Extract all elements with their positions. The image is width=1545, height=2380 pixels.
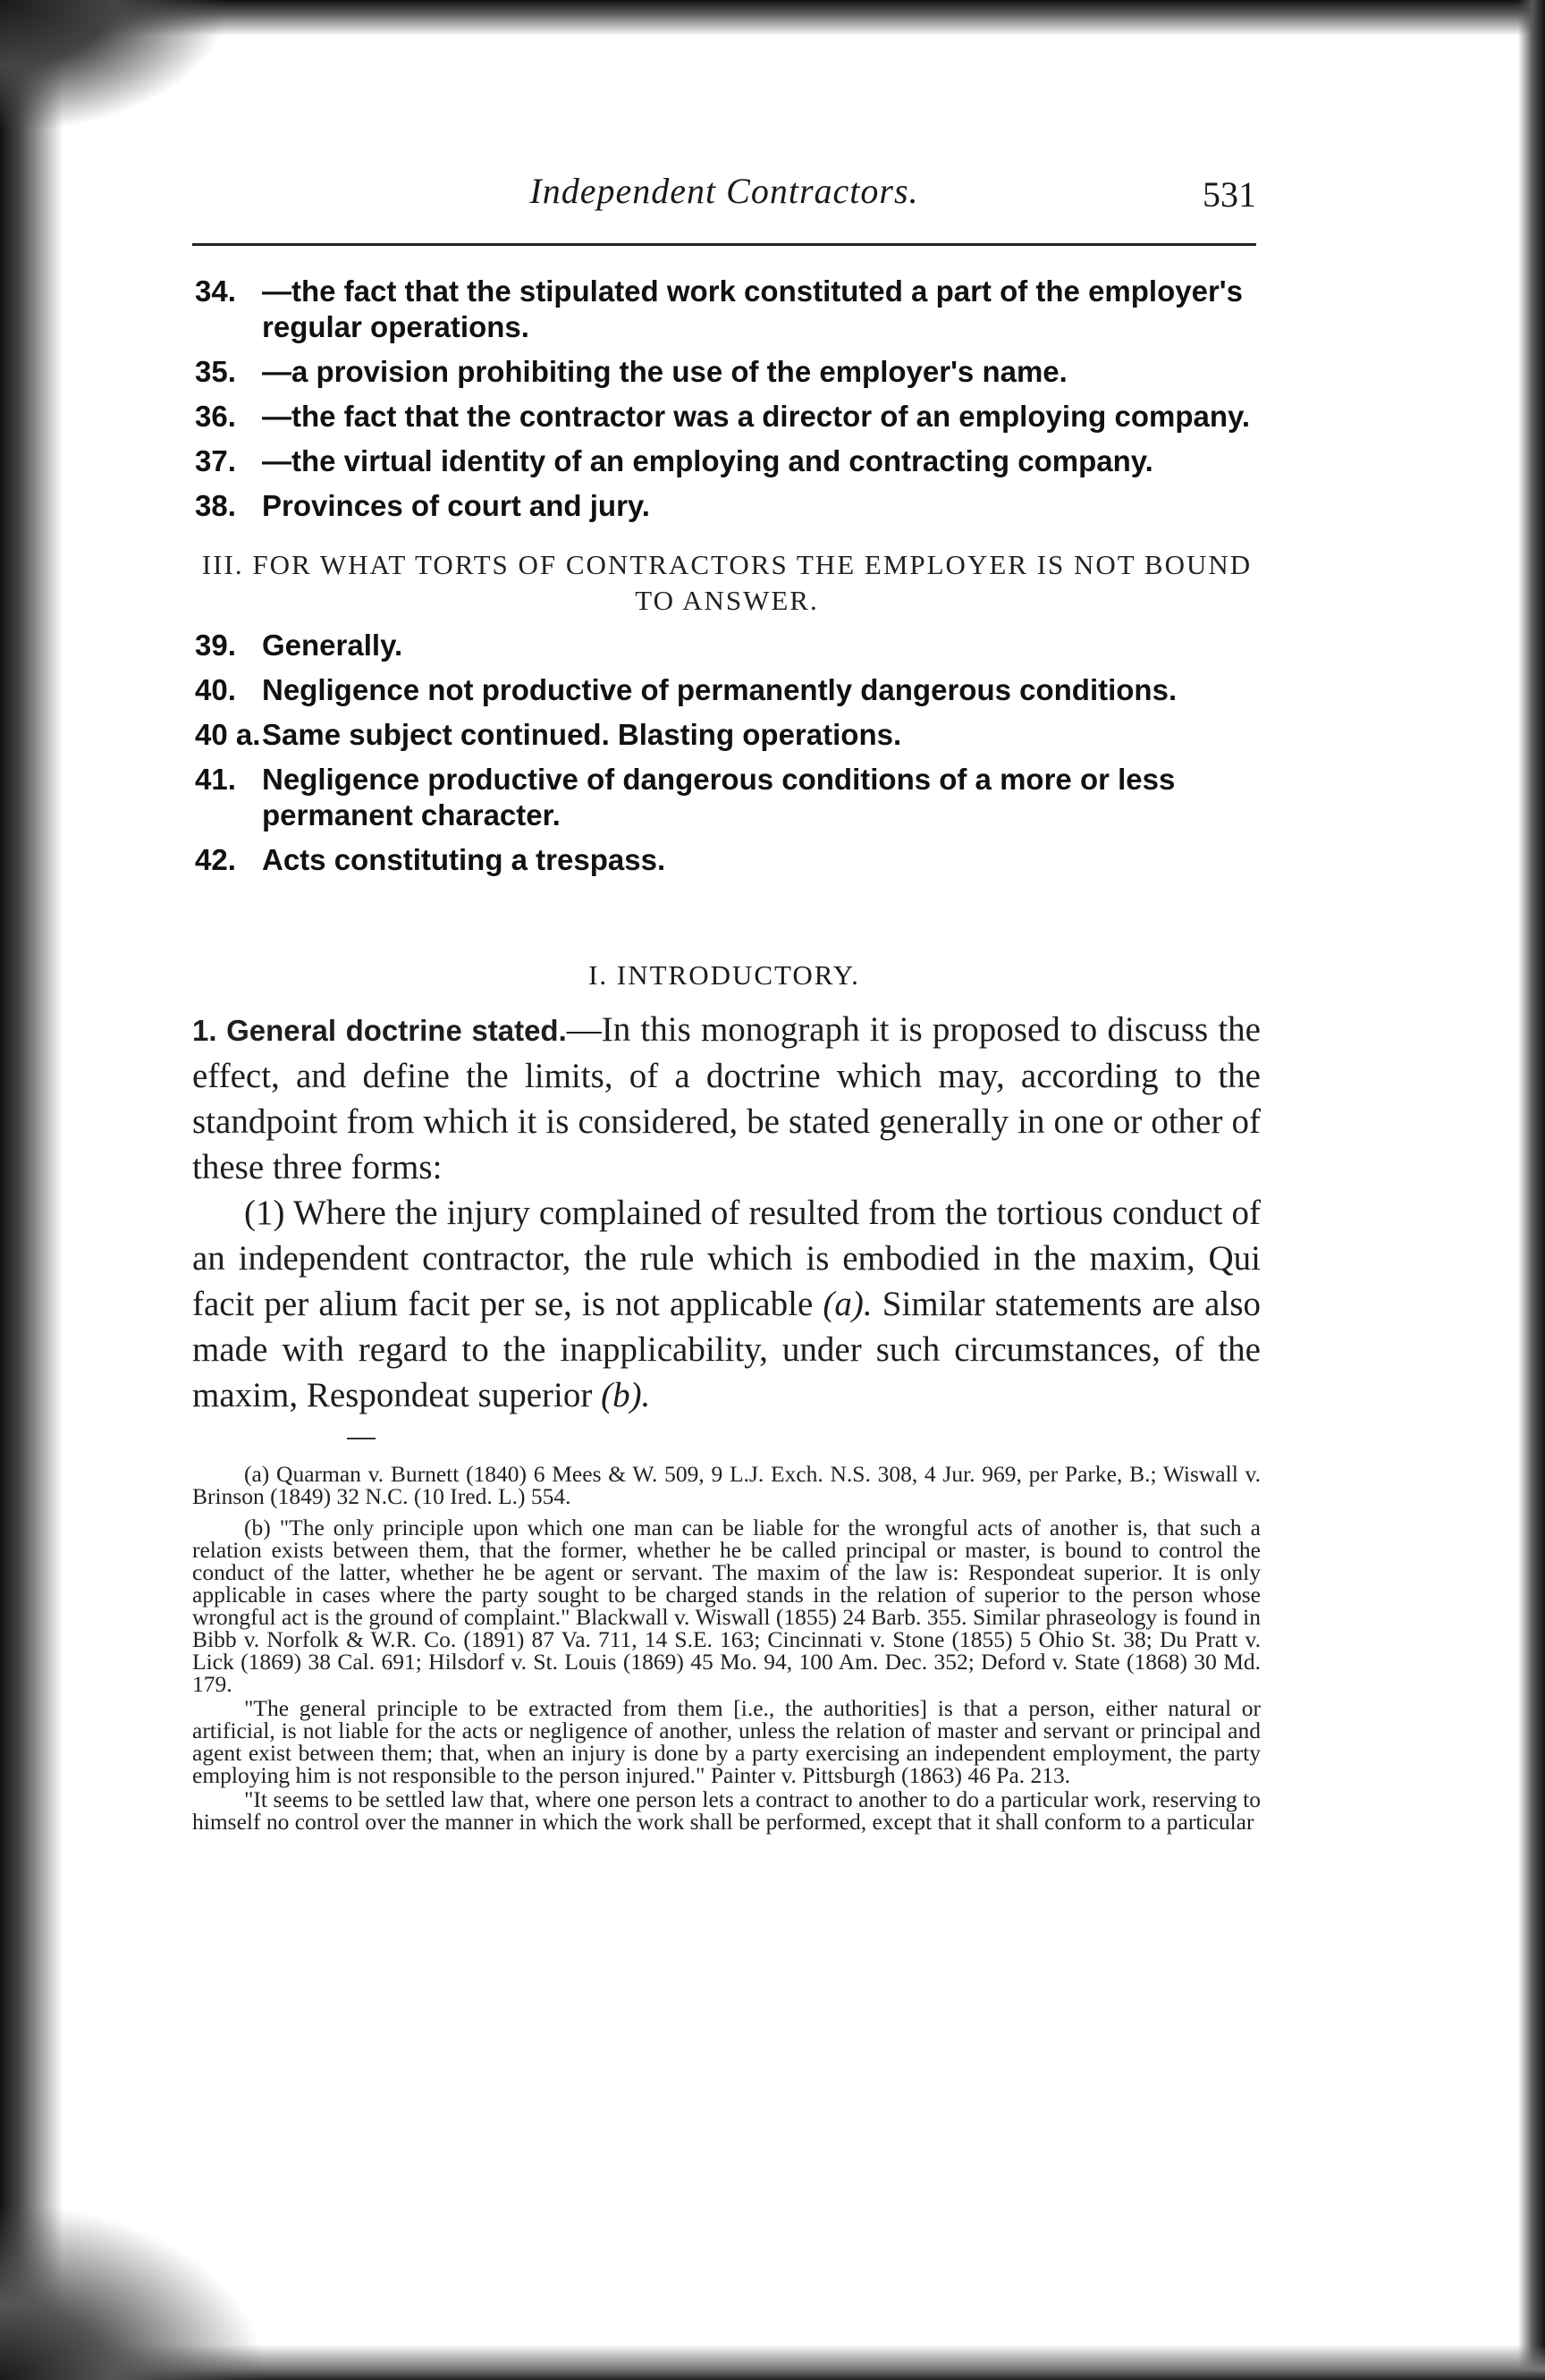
- toc-entry: [195, 717, 1259, 753]
- toc-entry-text: —the fact that the stipulated work constituted a part of the employer's regular operations.: [262, 274, 1243, 343]
- footnote-separator: [347, 1438, 376, 1439]
- paragraph: [192, 1190, 1261, 1418]
- toc-entry-text: Acts constituting a trespass.: [262, 843, 666, 876]
- footnote: (b) "The only principle upon which one man can be liable for the wrongful acts of another is, that such a relation exists between them, that the former, whether he be called principal or master, is bound to control the conduct of the latter, whether he be agent or servant. The maxim of the law is: Respondeat superior. It is only applicable in cases where the party sought to be charged stands in the relation of superior to the person whose wrongful act is the ground of complaint." Blackwall v. Wiswall (1855) 24 Barb. 355. Similar phraseology is found in Bibb v. Norfolk & W.R. Co. (1891) 87 Va. 711, 14 S.E. 163; Cincinnati v. Stone (1855) 5 Ohio St. 38; Du Pratt v. Lick (1869) 38 Cal. 691; Hilsdorf v. St. Louis (1869) 45 Mo. 94, 100 Am. Dec. 352; Deford v. State (1868) 30 Md. 179.: [192, 1515, 1261, 1697]
- toc-entry-text: Same subject continued. Blasting operations.: [262, 718, 902, 751]
- toc-entry-number: 37.: [195, 444, 236, 477]
- running-head: Independent Contractors.: [529, 171, 919, 211]
- toc-entry: [195, 274, 1259, 345]
- toc-entry-number: 41.: [195, 763, 236, 796]
- page-header: [192, 170, 1256, 241]
- toc-entry-number: 39.: [195, 629, 236, 662]
- toc-entry-number: 34.: [195, 274, 236, 308]
- toc-entry-text: Provinces of court and jury.: [262, 489, 650, 522]
- toc-entry: [195, 762, 1259, 833]
- toc-entry-number: 35.: [195, 355, 236, 388]
- scan-edge-right: [1518, 0, 1545, 2380]
- header-rule: [192, 243, 1256, 246]
- toc-entry: [195, 488, 1259, 524]
- body-text: [192, 1007, 1261, 1418]
- footnotes: [192, 1463, 1261, 1835]
- toc-entry-text: —a provision prohibiting the use of the employer's name.: [262, 355, 1068, 388]
- footnote-reference: (a).: [823, 1285, 873, 1323]
- toc-entry: [195, 354, 1259, 390]
- toc-entry-text: —the fact that the contractor was a director of an employing company.: [262, 400, 1251, 433]
- paragraph: [192, 1007, 1261, 1190]
- scan-smudge-top-left: [0, 0, 232, 134]
- paragraph-text: (1) Where the injury complained of resulted from the tortious conduct of an independent contractor, the rule which is embodied in the maxim, Qui facit per alium facit per se, is not applicable: [192, 1194, 1261, 1323]
- toc-entry-text: Negligence not productive of permanently dangerous conditions.: [262, 673, 1178, 706]
- scan-edge-left: [0, 0, 63, 2380]
- toc-entry-text: Negligence productive of dangerous conditions of a more or less permanent character.: [262, 763, 1176, 831]
- toc-entry: [195, 842, 1259, 878]
- toc-section-heading: III. FOR WHAT TORTS OF CONTRACTORS THE EMPLOYER IS NOT BOUND TO ANSWER.: [201, 549, 1253, 616]
- page-number: 531: [1203, 174, 1256, 215]
- toc-entry-number: 40.: [195, 673, 236, 706]
- toc-entry-number: 42.: [195, 843, 236, 876]
- paragraph-lead-in: 1. General doctrine stated.: [192, 1014, 567, 1047]
- section-title: I. INTRODUCTORY.: [588, 959, 860, 991]
- toc-entry-number: 40 a.: [195, 718, 261, 751]
- toc-entry-text: —the virtual identity of an employing and contracting company.: [262, 444, 1153, 477]
- footnote-reference: (b).: [601, 1376, 651, 1414]
- toc-entry: [195, 628, 1259, 663]
- paragraph-text: Similar statements are also made with regard to the inapplicability, under such circumstances, of the maxim, Respondeat superior: [192, 1285, 1261, 1414]
- footnote: "It seems to be settled law that, where one person lets a contract to another to do a particular work, reserving to himself no control over the manner in which the work shall be performed, except that it shall conform to a particular: [192, 1786, 1261, 1835]
- toc-entry-number: 36.: [195, 400, 236, 433]
- toc-entry-number: 38.: [195, 489, 236, 522]
- toc-entry: [195, 443, 1259, 479]
- footnote: (a) Quarman v. Burnett (1840) 6 Mees & W. 509, 9 L.J. Exch. N.S. 308, 4 Jur. 969, per Parke, B.; Wiswall v. Brinson (1849) 32 N.C. (10 Ired. L.) 554.: [192, 1461, 1261, 1509]
- table-of-contents: [195, 274, 1259, 887]
- paragraph-text: —In this monograph it is proposed to discuss the effect, and define the limits, of a doctrine which may, according to the standpoint from which it is considered, be stated generally in one or other of these three forms:: [192, 1010, 1261, 1186]
- toc-entry: [195, 672, 1259, 708]
- scan-smudge-bottom-left: [0, 2201, 268, 2380]
- toc-entry: [195, 399, 1259, 435]
- toc-entry-text: Generally.: [262, 629, 403, 662]
- footnote: "The general principle to be extracted from them [i.e., the authorities] is that a person, either natural or artificial, is not liable for the acts or negligence of another, unless the relation of master and servant or principal and agent exist between them; that, when an injury is done by a party exercising an independent employment, the party employing him is not responsible to the person injured." Painter v. Pittsburgh (1863) 46 Pa. 213.: [192, 1695, 1261, 1788]
